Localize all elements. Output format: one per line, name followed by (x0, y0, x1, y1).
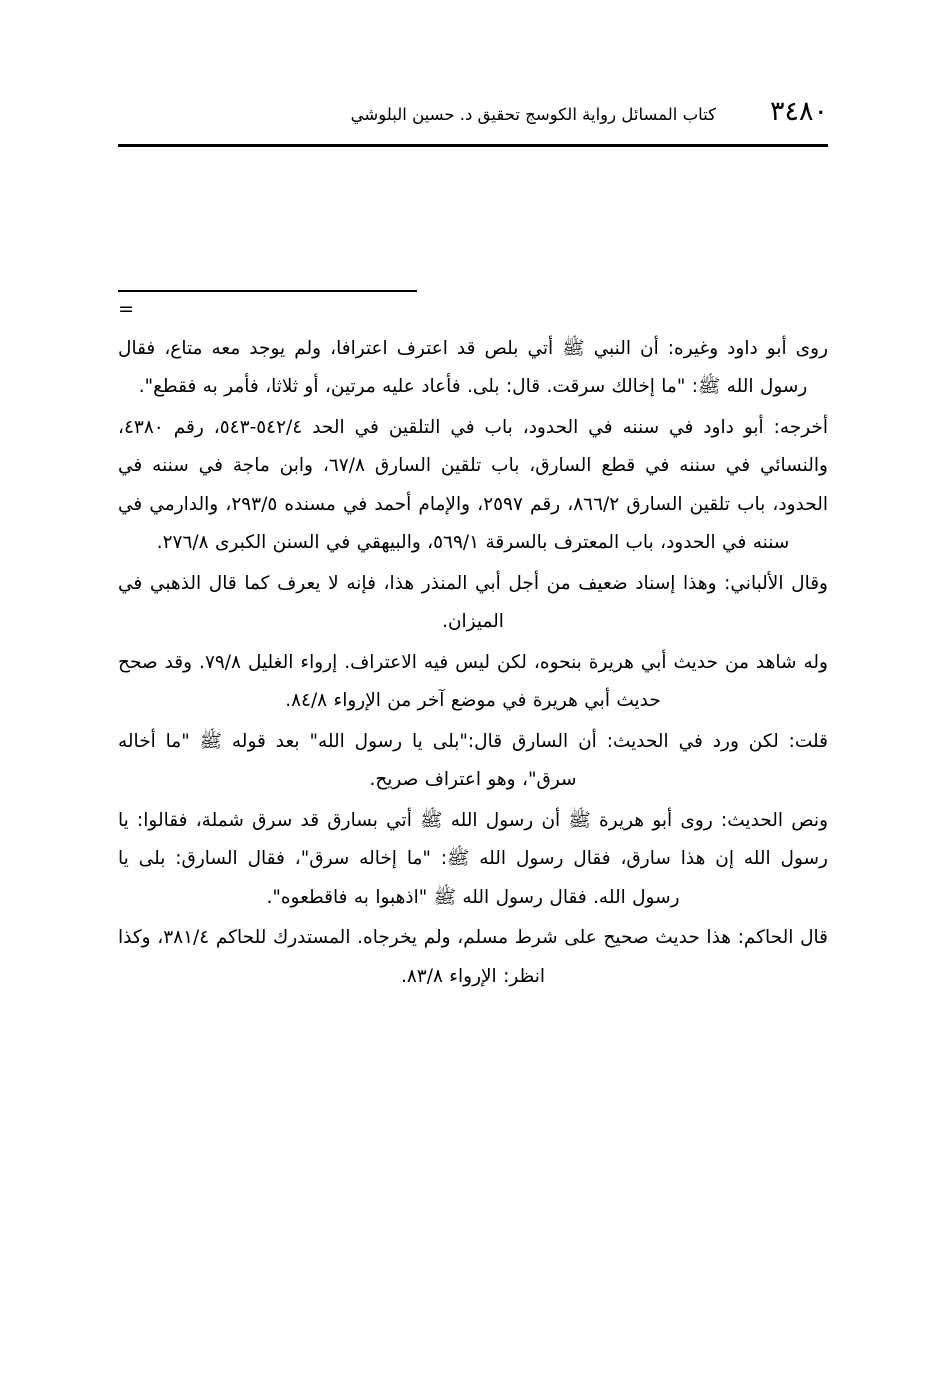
page-number: ٣٤٨٠ (769, 96, 828, 127)
book-title: كتاب المسائل رواية الكوسج تحقيق د. حسين البلوشي (350, 105, 716, 124)
footnote-separator (118, 290, 417, 292)
paragraph: روى أبو داود وغيره: أن النبي ﷺ أتي بلص قد اعترف اعترافا، ولم يوجد معه متاع، فقال رسول الله ﷺ: "ما إخالك سرقت. قال: بلى. فأعاد عليه مرتين، أو ثلاثا، فأمر به فقطع". (118, 338, 828, 398)
paragraph: أخرجه: أبو داود في سننه في الحدود، باب في التلقين في الحد ٥٤٢/٤-٥٤٣، رقم ٤٣٨٠، والنسائي في سننه في قطع السارق، باب تلقين السارق ٦٧/٨، وابن ماجة في سننه في الحدود، باب تلقين السارق ٨٦٦/٢، رقم ٢٥٩٧، والإمام أحمد في مسنده ٢٩٣/٥، والدارمي في سننه في الحدود، باب المعترف بالسرقة ٥٦٩/١، والبيهقي في السنن الكبرى ٢٧٦/٨. (118, 416, 829, 554)
paragraph: وله شاهد من حديث أبي هريرة بنحوه، لكن ليس فيه الاعتراف. إرواء الغليل ٧٩/٨. وقد صحح حديث أبي هريرة في موضع آخر من الإرواء ٨٤/٨. (118, 651, 828, 712)
paragraph: قال الحاكم: هذا حديث صحيح على شرط مسلم، ولم يخرجاه. المستدرك للحاكم ٣٨١/٤، وكذا انظر: الإرواء ٨٣/٨. (118, 927, 828, 987)
page-header (118, 96, 828, 127)
paragraph: ونص الحديث: روى أبو هريرة ﷺ أن رسول الله ﷺ أتي بسارق قد سرق شملة، فقالوا: يا رسول الله إن هذا سارق، فقال رسول الله ﷺ: "ما إخاله سرق"، فقال السارق: بلى يا رسول الله. فقال رسول الله ﷺ "اذهبوا به فاقطعوه". (118, 809, 828, 908)
paragraph: وقال الألباني: وهذا إسناد ضعيف من أجل أبي المنذر هذا، فإنه لا يعرف كما قال الذهبي في الميزان. (118, 572, 828, 633)
header-divider (118, 144, 828, 147)
footnote-body (118, 330, 828, 998)
paragraph: قلت: لكن ورد في الحديث: أن السارق قال:"بلى يا رسول الله" بعد قوله ﷺ "ما أخاله سرق"، وهو اعتراف صريح. (118, 730, 828, 791)
continuation-mark: = (118, 298, 134, 320)
